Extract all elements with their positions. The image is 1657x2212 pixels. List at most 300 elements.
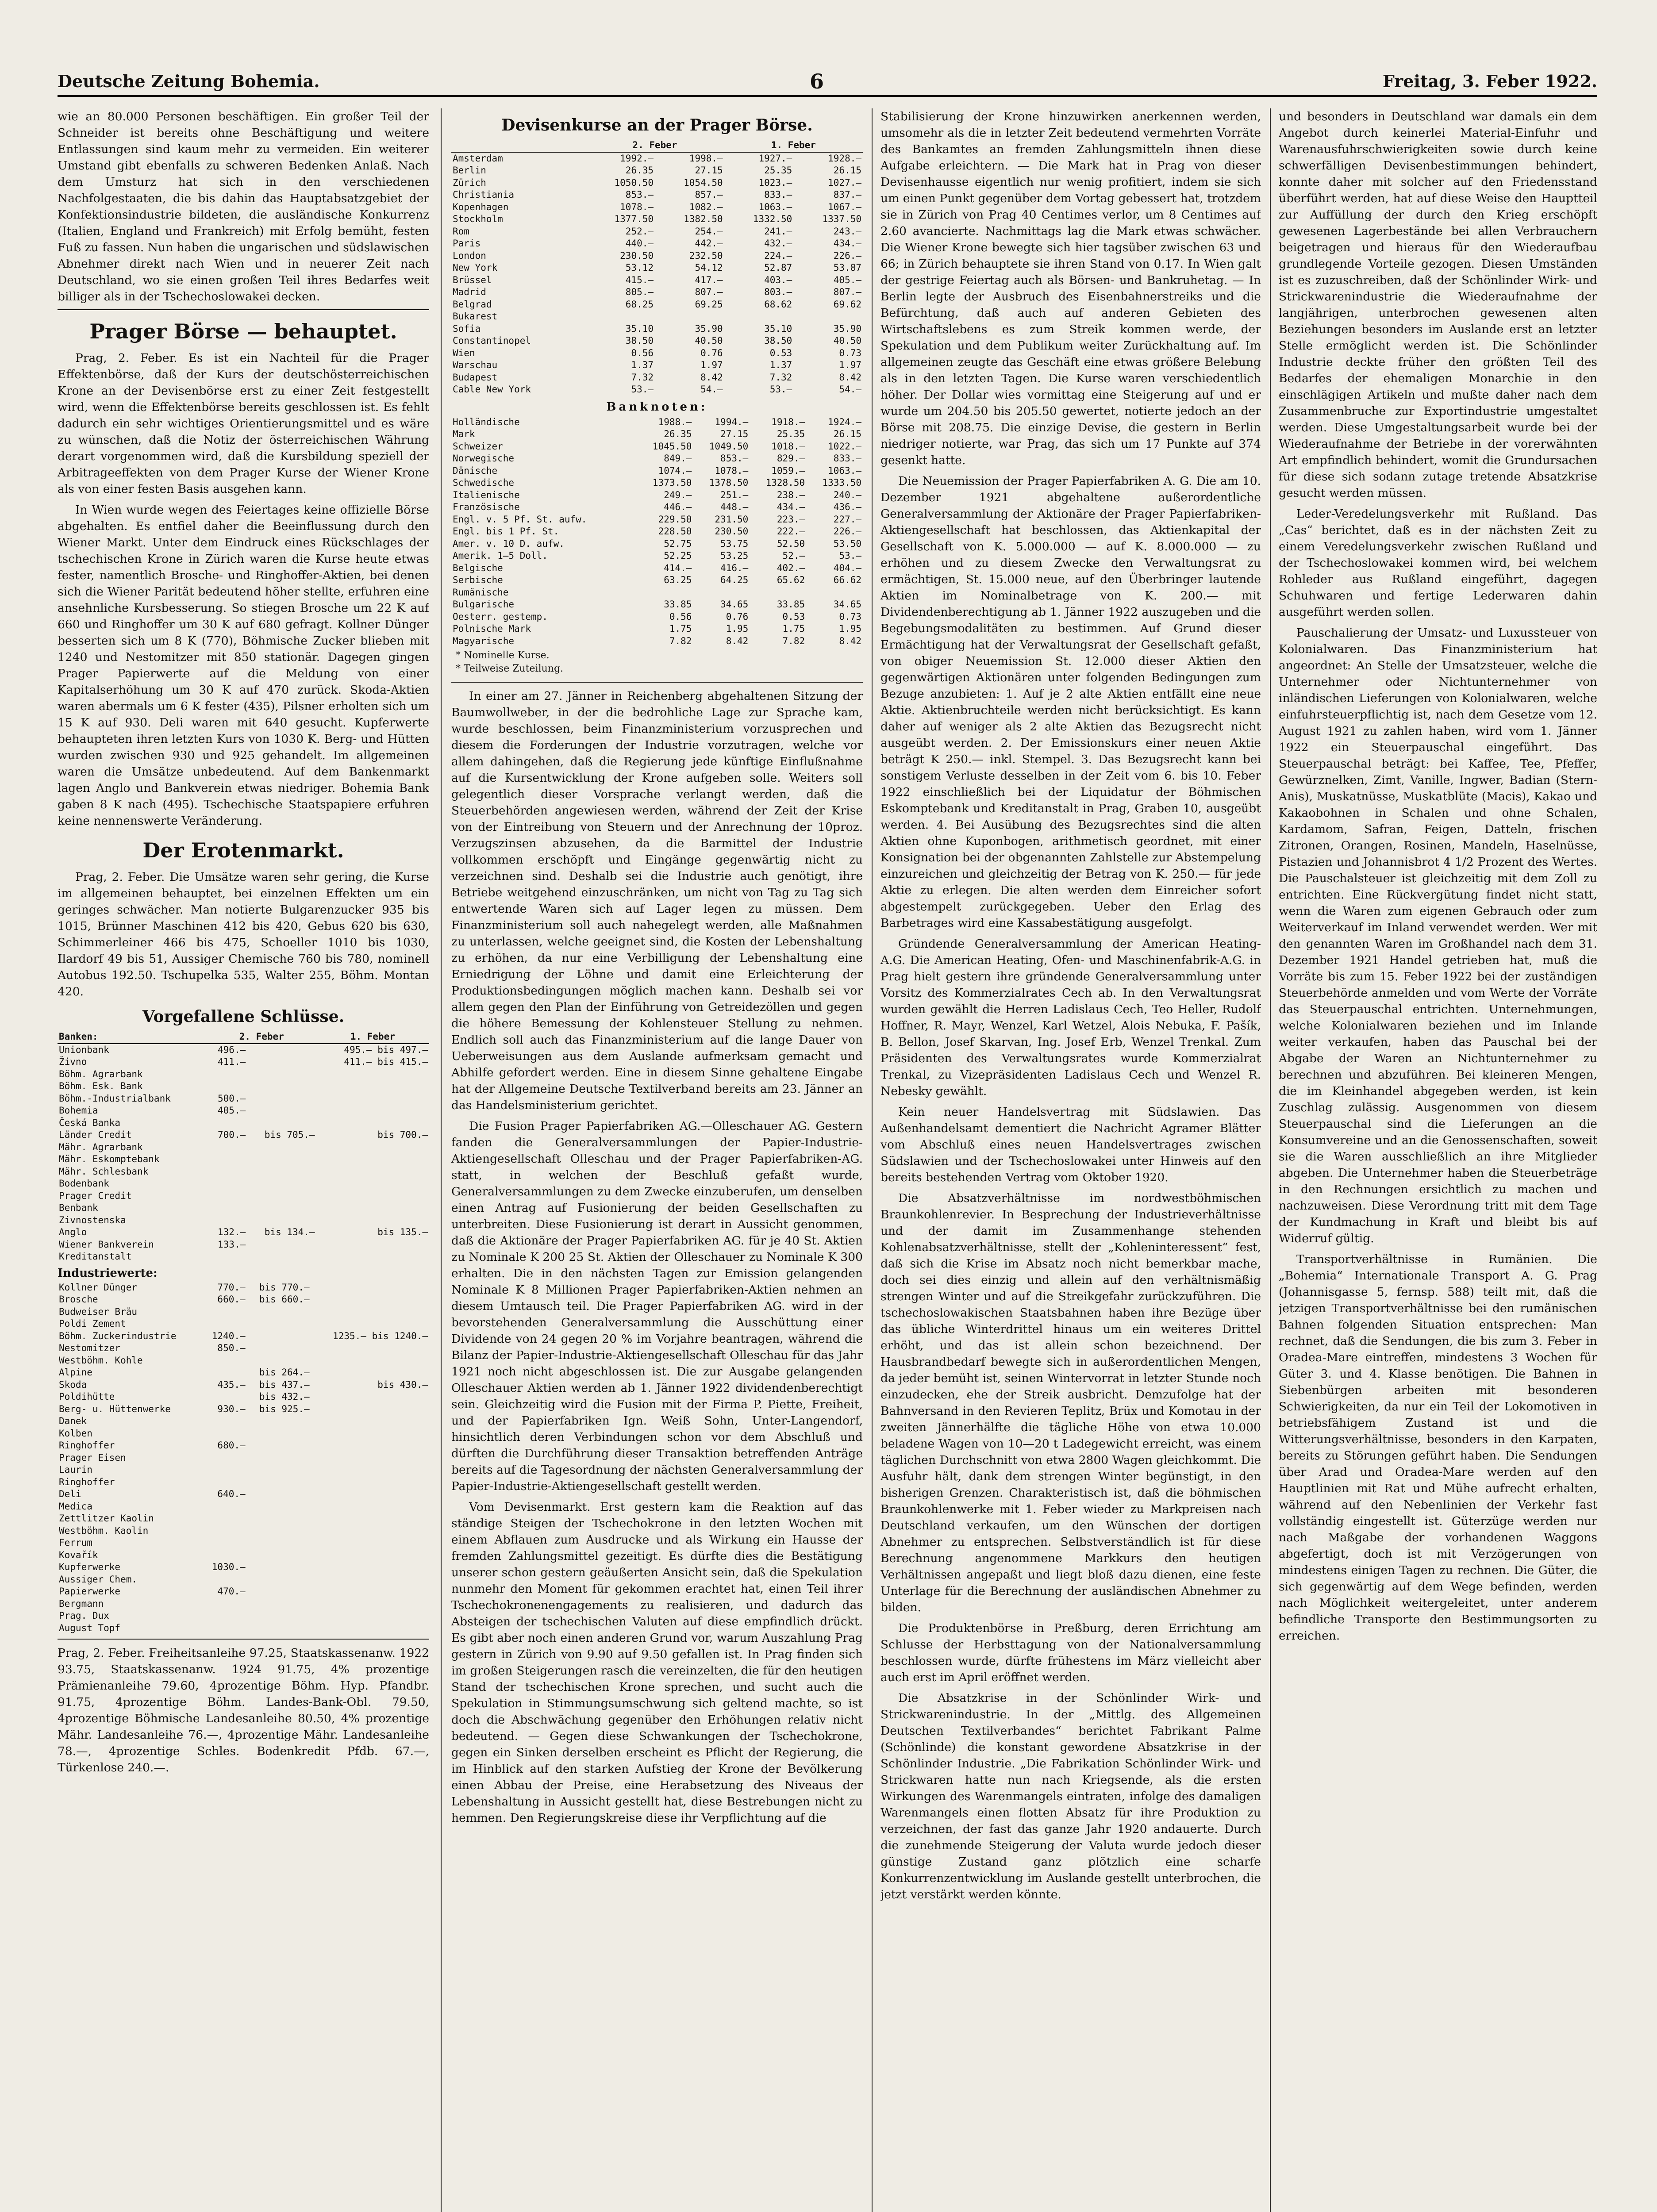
row-label: Deli	[59, 1489, 81, 1499]
row-value	[203, 1464, 247, 1476]
table-row	[58, 1251, 429, 1263]
row-label: Alpine	[59, 1367, 92, 1378]
row-value	[311, 1342, 429, 1355]
table-row	[58, 1574, 429, 1586]
row-value: 38.50	[625, 335, 654, 346]
row-value: 853.—	[625, 189, 654, 200]
table-row	[451, 359, 863, 372]
row-value	[247, 1586, 311, 1598]
column-rule	[872, 108, 873, 2212]
exchange-rows	[451, 152, 863, 396]
row-value: 26.15	[833, 429, 861, 439]
row-value: 1078.—	[715, 465, 749, 476]
row-label: Poldi Zement	[59, 1318, 126, 1329]
row-value: 64.25	[720, 575, 749, 585]
row-label: Christiania	[453, 189, 515, 200]
footnote: * Teilweise Zuteilung.	[456, 663, 564, 674]
industry-table	[58, 1282, 429, 1635]
table-section-label: Banknoten:	[606, 400, 708, 414]
row-label: Amer. v. 10 D. aufw.	[453, 538, 565, 549]
row-value	[311, 1525, 429, 1537]
row-label: Poldihütte	[59, 1391, 115, 1402]
table-row	[58, 1391, 429, 1403]
row-value: 8.42	[839, 635, 861, 646]
row-value: 132.—	[218, 1227, 246, 1237]
row-value: 1333.50	[822, 477, 861, 488]
row-value: 0.73	[839, 347, 861, 358]
row-value	[203, 1513, 247, 1525]
table-row	[58, 1403, 429, 1416]
section-headline: Devisenkurse an der Prager Börse.	[501, 116, 813, 134]
row-value	[207, 1068, 247, 1081]
row-value: 52.87	[764, 262, 792, 273]
table-row	[58, 1342, 429, 1355]
row-value: 434.—	[833, 238, 861, 249]
row-value: 470.—	[217, 1586, 246, 1597]
row-value: 53.—	[631, 384, 654, 395]
row-value	[247, 1501, 311, 1513]
row-value	[311, 1586, 429, 1598]
row-value	[311, 1598, 429, 1610]
table-row	[451, 299, 863, 311]
row-value	[311, 1391, 429, 1403]
row-value	[203, 1610, 247, 1622]
row-value: 1240.—	[211, 1330, 246, 1341]
table-row	[451, 514, 863, 526]
table-row	[58, 1306, 429, 1318]
row-value	[247, 1598, 311, 1610]
row-value	[207, 1153, 247, 1166]
row-value	[203, 1355, 247, 1367]
row-value: 833.—	[833, 453, 861, 464]
row-label: New York	[453, 262, 498, 273]
table-row	[451, 611, 863, 623]
footnote: * Nominelle Kurse.	[456, 650, 550, 661]
row-value	[247, 1214, 316, 1227]
row-value	[247, 1153, 316, 1166]
article-text: Leder-Veredelungsverkehr mit Rußland. Das „Cas“ berichtet, daß es in der nächsten Zeit zu einem Veredelungsverkehr zwischen Rußland und der Tschechoslowakei kommen wird, bei welchem Rohleder aus Rußland eingeführt, dagegen Schuhwaren und fertige Lederwaren dahin ausgeführt werden sollen.	[1279, 507, 1597, 619]
table-row	[58, 1214, 429, 1227]
table-row	[58, 1226, 429, 1239]
row-value	[247, 1141, 316, 1154]
row-value: 1928.—	[828, 153, 861, 164]
row-value	[311, 1355, 429, 1367]
row-label: Anglo	[59, 1227, 87, 1237]
row-value	[247, 1355, 311, 1367]
row-value: 230.50	[715, 526, 749, 537]
row-label: Živno	[59, 1056, 87, 1067]
table-row	[58, 1513, 429, 1525]
row-value: 404.—	[833, 562, 861, 573]
row-value: 8.42	[726, 635, 749, 646]
row-value	[247, 1415, 311, 1428]
row-value: 1998.—	[689, 153, 723, 164]
row-value	[311, 1318, 429, 1330]
table-row	[58, 1093, 429, 1105]
row-value: 1235.— bis 1240.—	[333, 1330, 428, 1341]
row-value	[247, 1251, 316, 1263]
row-value: 1078.—	[620, 201, 654, 212]
row-value	[316, 1093, 429, 1105]
row-value	[247, 1488, 311, 1501]
table-row	[58, 1501, 429, 1513]
row-value	[247, 1342, 311, 1355]
row-value	[247, 1476, 311, 1489]
row-value: 405.—	[218, 1105, 246, 1116]
row-value	[247, 1068, 316, 1081]
row-value: 0.53	[769, 347, 792, 358]
article-text: und besonders in Deutschland war damals ein dem Angebot durch keinerlei Material-Einfuhr und Warenausfuhrschwierigkeiten sowie durch keine schwerfälligen Devisenbestimmungen behindert, konnte daher mit solcher auf den Friedensstand überführt werden, hat auf diese Weise den Hauptteil zur Auffüllung der durch den Krieg erschöpft gewesenen Lagerbestände bei allen Verbrauchern beigetragen und hieraus für den Wiederaufbau grundlegende Vorteile gezogen. Diesen Umständen ist es zuzuschreiben, daß der Schönlinder Wirk- und Strickwarenindustrie die Wiederaufnahme der langjährigen, unterbrochen gewesenen alten Beziehungen besonders im Auslande erst an letzter Stelle ermöglicht werden ist. Die Schönlinder Industrie deckte früher den größten Teil des Bedarfes der ehemaligen Monarchie in den einschlägigen Artikeln und mußte daher nach dem Zusammenbruche zur Exportindustrie umgestaltet werden. Diese Umgestaltungsarbeit wurde bei der Wiederaufnahme der Betriebe in der vorerwähnten Art empfindlich behindert, womit die Grundursachen für diese sich sodann zutage tretende Absatzkrise gesucht werden müssen.	[1279, 110, 1597, 500]
row-label: Danek	[59, 1416, 87, 1426]
row-value: 1059.—	[771, 465, 805, 476]
row-value	[316, 1141, 429, 1154]
article-text: Die Neuemission der Prager Papierfabriken A. G. Die am 10. Dezember 1921 abgehaltene außerordentliche Generalversammlung der Aktionäre der Prager Papierfabriken-Aktiengesellschaft hat beschlossen, das Aktienkapital der Gesellschaft von K. 5.000.000 — auf K. 8.000.000 — zu erhöhen und zu diesem Zwecke den Verwaltungsrat zu ermächtigen, St. 15.000 neue, auf den Überbringer lautende Aktien im Nominalbetrage von K. 200.— mit Dividendenberechtigung ab 1. Jänner 1922 auszugeben und die Begebungsmodalitäten zu bestimmen. Auf Grund dieser Ermächtigung hat der Verwaltungsrat der Gesellschaft gefaßt, von obiger Neuemission St. 12.000 dieser Aktien den gegenwärtigen Aktionären unter folgenden Bedingungen zum Bezuge anzubieten: 1. Auf je 2 alte Aktien entfällt eine neue Aktie. Aktienbruchteile werden nicht berücksichtigt. Es kann daher auf weniger als 2 alte Aktien das Bezugsrecht nicht ausgeübt werden. 2. Der Emissionskurs einer neuen Aktie beträgt K 250.— inkl. Stempel. 3. Das Bezugsrecht kann bei sonstigem Verluste desselben in der Zeit vom 6. bis 10. Feber 1922 einschließlich bei der Liquidatur der Böhmischen Eskomptebank und Kreditanstalt in Prag, Graben 10, ausgeübt werden. 4. Bei Ausübung des Bezugsrechtes sind die alten Aktien ohne Kuponbogen, arithmetisch geordnet, mit einer Konsignation bei der obgenannten Zahlstelle zur Abstempelung einzureichen und gleichzeitig der Betrag von K. 250.— für jede Aktie zu erlegen. Die alten werden dem Einreicher sofort abgestempelt zurückgegeben. Ueber den Erlag des Barbetrages wird eine Kassabestätigung ausgefolgt.	[880, 474, 1261, 930]
row-value: 1.97	[700, 360, 723, 370]
row-value: 1063.—	[758, 201, 792, 212]
row-label: Holländische	[453, 416, 520, 427]
row-value: 434.—	[777, 502, 805, 512]
row-value: 229.50	[658, 514, 692, 525]
table-row	[451, 250, 863, 262]
row-label: Kovařík	[59, 1549, 98, 1560]
table-row	[58, 1105, 429, 1117]
row-value: 133.—	[218, 1239, 246, 1250]
row-value	[247, 1318, 311, 1330]
table-row	[58, 1464, 429, 1476]
table-row	[451, 453, 863, 465]
row-value: 837.—	[833, 189, 861, 200]
row-value	[247, 1202, 316, 1214]
article-text: Pauschalierung der Umsatz- und Luxussteuer von Kolonialwaren. Das Finanzministerium hat angeordnet: An Stelle der Umsatzsteuer, welche die Unternehmer oder Nichtunternehmer von inländischen Lieferungen von Kolonialwaren, welche einfuhrsteuerpflichtig ist, nach dem Gesetze vom 12. August 1921 zu zahlen haben, wird vom 1. Jänner 1922 ein Steuerpauschal eingeführt. Das Steuerpauschal beträgt: bei Kaffee, Tee, Pfeffer, Gewürznelken, Zimt, Vanille, Ingwer, Badian (Stern-Anis), Muskatnüsse, Muskatblüte (Macis), Kakao und Kakaobohnen in Schalen und ohne Schalen, Kardamom, Safran, Feigen, Datteln, frischen Zitronen, Orangen, Rosinen, Mandeln, Haselnüsse, Pistazien und Johannisbrot 4 1/2 Prozent des Wertes. Die Pauschalsteuer ist gleichzeitig mit dem Zoll zu entrichten. Eine Rückvergütung findet nicht statt, wenn die Waren zum eigenen Gebrauch oder zum Weiterverkauf im Inland verwendet werden. Wer mit den genannten Waren im Großhandel nach dem 31. Dezember 1921 Handel getrieben hat, muß die Vorräte bis zum 15. Feber 1922 bei der zuständigen Steuerbehörde anmelden und vom Werte der Vorräte das Steuerpauschal entrichten. Unternehmungen, welche Kolonialwaren beziehen und im Inlande weiter verkaufen, haben das Pauschal bei der Abgabe der Waren an Nichtunternehmer zu berechnen und abzuführen. Bei kleineren Mengen, die im Kleinhandel abgegeben werden, ist kein Zuschlag zulässig. Ausgenommen von diesem Steuerpauschal sind die Lieferungen an die Konsumvereine und an die Genossenschaften, soweit sie die Waren ausschließlich an ihre Mitglieder abgeben. Die Unternehmer haben die Steuerbeträge in den Rechnungen ersichtlich zu machen und nachzuweisen. Diese Verordnung tritt mit dem Tage der Kundmachung in Kraft und bleibt bis auf Widerruf gültig.	[1279, 626, 1597, 1245]
row-value	[247, 1093, 316, 1105]
row-value: 850.—	[217, 1343, 246, 1353]
row-value: 495.— bis 497.—	[344, 1044, 428, 1055]
row-value: 405.—	[833, 274, 861, 285]
row-label: Rom	[453, 226, 469, 237]
table-header-cell: Banken:	[58, 1031, 207, 1044]
row-label: Wien	[453, 347, 475, 358]
row-value: 35.90	[695, 323, 723, 334]
row-value: 35.90	[833, 323, 861, 334]
row-value: 226.—	[833, 250, 861, 261]
article-text: Transportverhältnisse in Rumänien. Die „Bohemia“ Internationale Transport A. G. Prag (Johannisgasse 5, fernsp. 588) teilt mit, daß die jetzigen Transportverhältnisse bei den rumänischen Bahnen folgenden Situation entsprechen: Man rechnet, daß die Sendungen, die bis zum 3. Feber in Oradea-Mare eintreffen, mindestens 3 Wochen für Güter 3. und 4. Klasse benötigen. Die Bahnen in Siebenbürgen arbeiten mit besonderen Schwierigkeiten, da nur ein Teil der Lokomotiven in betriebsfähigem Zustand ist und die Witterungsverhältnisse, besonders in den Karpaten, bereits zu Störungen geführt haben. Die Sendungen über Arad und Oradea-Mare werden auf den Hauptlinien mit Rat und Mühe aufrecht erhalten, während auf den Nebenlinien der Verkehr fast vollständig eingestellt ist. Güterzüge werden nur nach Maßgabe der vorhandenen Waggons abgefertigt, doch ist mit Verzögerungen von mindestens einigen Tagen zu rechnen. Die Güter, die sich gegenwärtig auf dem Wege befinden, werden nach Möglichkeit weitergeleitet, unter anderem befindliche Transporte den Bestimmungsorten zu erreichen.	[1279, 1252, 1597, 1643]
table-row	[451, 416, 863, 429]
row-value: 53.12	[625, 262, 654, 273]
row-label: Wiener Bankverein	[59, 1239, 154, 1250]
row-value	[724, 311, 794, 323]
row-label: Polnische Mark	[453, 623, 531, 634]
row-label: Engl. bis 1 Pf. St.	[453, 526, 559, 537]
row-value	[247, 1574, 311, 1586]
row-value: 1328.50	[765, 477, 805, 488]
row-value	[316, 1166, 429, 1178]
table-row	[451, 489, 863, 502]
row-value: 660.—	[217, 1294, 246, 1305]
table-row	[451, 165, 863, 177]
row-value: bis 770.—	[259, 1282, 310, 1293]
row-value: 1049.50	[709, 441, 749, 452]
row-value: 829.—	[777, 453, 805, 464]
article-text: Prag, 2. Feber. Freiheitsanleihe 97.25, Staatskassenanw. 1922 93.75, Staatskassenanw. 1924 91.75, 4% prozentige Prämienanleihe 79.60, 4prozentige Böhm. Hyp. Pfandbr. 91.75, 4prozentige Böhm. Landes-Bank-Obl. 79.50, 4prozentige Böhmische Landesanleihe 80.50, 4% prozentige Mähr. Landesanleihe 76.—, 4prozentige Mähr. Landesanleihe 78.—, 4prozentige Schles. Bodenkredit Pfdb. 67.—, Türkenlose 240.—.	[58, 1646, 429, 1774]
table-row	[451, 562, 863, 575]
table-header-cell: 2. Feber	[207, 1031, 316, 1044]
banknotes-table	[451, 416, 863, 648]
trades-table	[58, 1031, 429, 1263]
row-value: 53.75	[720, 538, 749, 549]
row-value	[247, 1561, 311, 1574]
row-value	[311, 1415, 429, 1428]
row-value: 232.50	[689, 250, 723, 261]
row-value: 52.75	[664, 538, 692, 549]
page-number: 6	[810, 69, 824, 93]
row-value: 54.12	[695, 262, 723, 273]
row-label: Berlin	[453, 165, 486, 176]
row-value: 34.65	[720, 599, 749, 610]
row-label: Kollner Dünger	[59, 1282, 138, 1293]
row-value: 1027.—	[828, 177, 861, 188]
row-value: 1918.—	[771, 416, 805, 427]
table-row	[58, 1476, 429, 1489]
row-value: 1045.50	[652, 441, 692, 452]
row-label: Schweizer	[453, 441, 503, 452]
table-row	[451, 501, 863, 514]
row-label: Bohemia	[59, 1105, 98, 1116]
row-value	[203, 1501, 247, 1513]
row-value: bis 705.—	[264, 1129, 315, 1140]
table-row	[451, 335, 863, 347]
row-value: 52.—	[782, 550, 805, 561]
row-label: Amerik. 1—5 Doll.	[453, 550, 548, 561]
row-value	[311, 1464, 429, 1476]
row-value	[311, 1561, 429, 1574]
row-value	[316, 1190, 429, 1202]
divider	[58, 1639, 429, 1640]
row-label: Belgische	[453, 562, 503, 573]
row-value	[207, 1202, 247, 1214]
row-label: Französische	[453, 502, 520, 512]
row-value: 849.—	[664, 453, 692, 464]
industry-rows	[58, 1282, 429, 1635]
row-label: Böhm. Esk. Bank	[59, 1081, 143, 1091]
row-label: Unionbank	[59, 1044, 109, 1055]
table-row	[451, 465, 863, 477]
row-label: Amsterdam	[453, 153, 503, 164]
row-value: 40.50	[833, 335, 861, 346]
table-row	[451, 384, 863, 396]
row-value: 35.10	[764, 323, 792, 334]
row-value: 1994.—	[715, 416, 749, 427]
table-row	[58, 1488, 429, 1501]
table-row	[58, 1282, 429, 1294]
table-row	[451, 372, 863, 384]
newspaper-name: Deutsche Zeitung Bohemia.	[58, 71, 320, 91]
row-value: 227.—	[833, 514, 861, 525]
row-label: Constantinopel	[453, 335, 531, 346]
table-row	[58, 1190, 429, 1202]
row-value	[311, 1549, 429, 1562]
row-value: bis 430.—	[377, 1379, 428, 1390]
row-label: Nestomitzer	[59, 1343, 121, 1353]
row-value	[311, 1610, 429, 1622]
row-label: Ringhoffer	[59, 1476, 115, 1487]
row-label: Böhm. Agrarbank	[59, 1068, 143, 1079]
column-1	[58, 108, 429, 2212]
row-value: 249.—	[664, 489, 692, 500]
row-label: Böhm.-Industrialbank	[59, 1093, 171, 1104]
row-value	[311, 1574, 429, 1586]
row-value: 68.62	[764, 299, 792, 310]
table-row	[451, 311, 863, 323]
row-label: Italienische	[453, 489, 520, 500]
row-value: 238.—	[777, 489, 805, 500]
row-value: 52.50	[777, 538, 805, 549]
row-value: 640.—	[217, 1489, 246, 1499]
row-value: 53.25	[720, 550, 749, 561]
table-row	[451, 323, 863, 335]
row-value: 414.—	[664, 562, 692, 573]
row-value: 680.—	[217, 1440, 246, 1451]
row-value: 1.95	[726, 623, 749, 634]
table-row	[58, 1525, 429, 1537]
row-value	[316, 1202, 429, 1214]
article-text: Die Produktenbörse in Preßburg, deren Errichtung am Schlusse der Herbsttagung von der Nationalversammlung beschlossen wurde, dürfte frühestens im März vielleicht aber auch erst im April eröffnet werden.	[880, 1621, 1261, 1684]
row-label: Berg- u. Hüttenwerke	[59, 1403, 171, 1414]
row-value	[247, 1610, 311, 1622]
row-label: Böhm. Zuckerindustrie	[59, 1330, 177, 1341]
row-label: Prager Eisen	[59, 1452, 126, 1463]
row-label: Brüssel	[453, 274, 492, 285]
row-label: Ringhoffer	[59, 1440, 115, 1451]
table-header-cell: 2. Feber	[585, 139, 724, 152]
row-value: 0.53	[782, 611, 805, 622]
row-value: 415.—	[625, 274, 654, 285]
row-label: Westböhm. Kaolin	[59, 1525, 149, 1536]
table-row	[451, 441, 863, 453]
row-label: Laurin	[59, 1464, 92, 1475]
table-header-cell: 1. Feber	[316, 1031, 429, 1044]
table-row	[58, 1452, 429, 1464]
row-value: 0.76	[726, 611, 749, 622]
row-value: bis 264.—	[259, 1367, 310, 1378]
row-value	[637, 587, 693, 599]
row-label: August Topf	[59, 1622, 121, 1633]
row-value: 27.15	[695, 165, 723, 176]
row-value	[316, 1068, 429, 1081]
row-value	[207, 1190, 247, 1202]
row-value	[311, 1294, 429, 1306]
table-row	[451, 213, 863, 226]
row-label: Dänische	[453, 465, 498, 476]
row-value: 803.—	[764, 287, 792, 297]
row-value	[316, 1105, 429, 1117]
row-value: 7.32	[631, 372, 654, 383]
row-value: 496.—	[218, 1044, 246, 1055]
table-row	[58, 1428, 429, 1440]
row-value: 1.37	[631, 360, 654, 370]
row-value: 500.—	[218, 1093, 246, 1104]
row-value: 807.—	[833, 287, 861, 297]
row-label: London	[453, 250, 486, 261]
table-row	[58, 1129, 429, 1141]
exchange-rates-table	[451, 139, 863, 396]
row-value: 69.25	[695, 299, 723, 310]
table-row	[58, 1068, 429, 1081]
table-row	[451, 226, 863, 238]
page-header	[58, 69, 1597, 97]
row-value: 26.35	[664, 429, 692, 439]
row-value	[247, 1525, 311, 1537]
article-text: Prag, 2. Feber. Es ist ein Nachteil für die Prager Effektenbörse, daß der Kurs der deutschösterreichischen Krone an der Devisenbörse erst zu einer Zeit festgestellt wird, wenn die Effektenbörse bereits geschlossen ist. Es fehlt dadurch ein sehr wichtiges Orientierungsmittel und es wäre zu wünschen, daß die Notiz der österreichischen Währung derart vorgenommen wird, daß die Kursbildung speziell der Arbitrageeffekten von dem Prager Kurse der Wiener Krone als von einer festen Basis ausgehen kann.	[58, 351, 429, 496]
row-value	[203, 1525, 247, 1537]
row-label: Bukarest	[453, 311, 498, 322]
row-value: 53.—	[839, 550, 861, 561]
row-label: Bodenbank	[59, 1178, 109, 1189]
row-value: 226.—	[833, 526, 861, 537]
row-value	[207, 1178, 247, 1190]
row-value: 1.95	[839, 623, 861, 634]
row-label: Bergmann	[59, 1598, 104, 1609]
row-value: bis 432.—	[259, 1391, 310, 1402]
table-row	[451, 238, 863, 250]
table-row	[451, 477, 863, 489]
row-value	[316, 1251, 429, 1263]
row-value: 446.—	[664, 502, 692, 512]
row-value: 1082.—	[689, 201, 723, 212]
row-value	[247, 1117, 316, 1129]
row-value	[311, 1428, 429, 1440]
table-row	[451, 286, 863, 299]
row-value: 411.— bis 415.—	[344, 1056, 428, 1067]
table-row	[58, 1330, 429, 1343]
row-label: Ferrum	[59, 1537, 92, 1548]
row-value	[247, 1549, 311, 1562]
table-row	[451, 587, 863, 599]
row-value	[311, 1452, 429, 1464]
row-value: 1373.50	[652, 477, 692, 488]
table-row	[58, 1367, 429, 1379]
row-value	[203, 1391, 247, 1403]
table-row	[451, 550, 863, 562]
row-value	[806, 587, 863, 599]
table-row	[451, 623, 863, 635]
article-text: Stabilisierung der Krone hinzuwirken anerkennen werden, umsomehr als die in letzter Zeit bedeutend vermehrten Vorräte des Bankamtes an fremden Zahlungsmitteln ihnen diese Aufgabe erleichtern. — Die Mark hat in Prag von dieser Devisenhausse eigentlich nur wenig profitiert, indem sie sich um einen Punkt gegenüber dem Vortag gebessert hat, trotzdem sie in Zürich von Prag 40 Centimes verlor, um 8 Centimes auf 2.60 avancierte. Nachmittags lag die Mark etwas schwächer. Die Wiener Krone bewegte sich hier tagsüber zwischen 63 und 66; in Zürich behauptete sie ihren Stand von 0.17. In Wien galt der gestrige Feiertag auch als Börsen- und Bankruhetag. — In Berlin legte der Ausbruch des Eisenbahnerstreiks und die Befürchtung, daß auch auf anderen Gebieten des Wirtschaftslebens es zum Streik kommen werde, der Spekulation und dem Publikum weiter Zurückhaltung auf. Im allgemeinen zeugte das Geschäft eine etwas größere Belebung als in den letzten Tagen. Die Kurse waren verschiedentlich höher. Der Dollar wies vormittag eine Steigerung auf und er wurde um 204.50 bis 205.50 gewertet, notierte jedoch an der Börse mit 208.75. Die einzige Devise, die gestern in Berlin niedriger notierte, war Prag, das sich um 17 Punkte auf 374 gesenkt hatte.	[880, 110, 1261, 467]
row-value: 40.50	[695, 335, 723, 346]
row-value: 1074.—	[658, 465, 692, 476]
table-row	[58, 1355, 429, 1367]
row-label: Mark	[453, 429, 475, 439]
column-rule	[441, 108, 442, 2212]
row-value: 1927.—	[758, 153, 792, 164]
row-value	[316, 1214, 429, 1227]
table-row	[58, 1415, 429, 1428]
row-value: 8.42	[839, 372, 861, 383]
row-value: 0.76	[700, 347, 723, 358]
row-value: 65.62	[777, 575, 805, 585]
row-label: Norwegische	[453, 453, 515, 464]
row-label: Mähr. Agrarbank	[59, 1141, 143, 1152]
row-value: 34.65	[833, 599, 861, 610]
row-value: bis 700.—	[377, 1129, 428, 1140]
table-header-row	[451, 139, 863, 152]
row-value: 1988.—	[658, 416, 692, 427]
row-label: Schwedische	[453, 477, 515, 488]
table-row	[58, 1141, 429, 1154]
table-row	[58, 1598, 429, 1610]
newspaper-page	[58, 69, 1597, 2212]
row-value	[311, 1622, 429, 1635]
table-header-cell: 1. Feber	[724, 139, 863, 152]
row-value: 1023.—	[758, 177, 792, 188]
